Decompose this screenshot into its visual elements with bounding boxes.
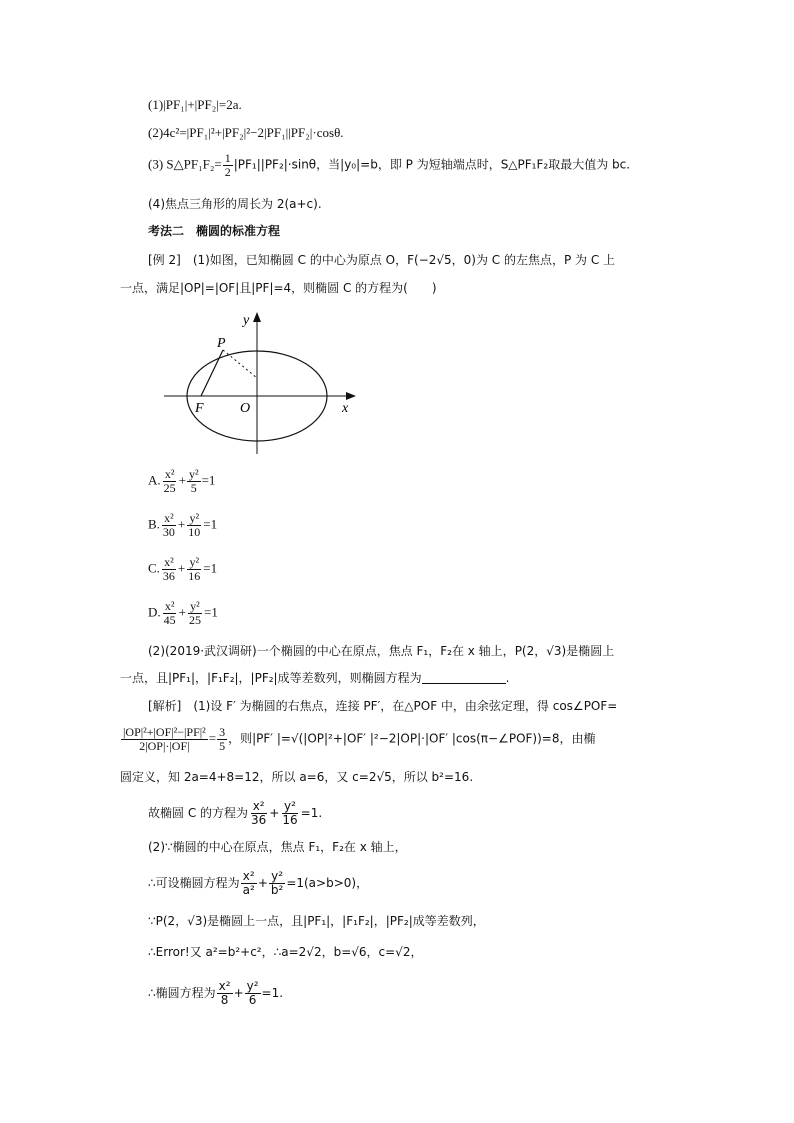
property-3-left: (3) S△PF₁F₂= [148,156,222,172]
frac-y [280,800,299,827]
option-a: A. $\frac{\text{x²}}{25}$ + $\frac{\text{y²}}{5}$ =1 [148,467,216,495]
frac-den: 30 [162,525,175,539]
ellipse-figure [160,308,360,456]
frac-den: 5 [190,481,197,495]
frac-den: 6 [248,993,257,1007]
frac-num: x² [164,467,175,481]
property-3 [148,152,630,179]
frac-num: y² [188,467,199,481]
option-fraction-x [161,512,177,539]
frac-x [241,870,257,897]
frac-num: y² [271,869,284,883]
option-letter: A. [148,472,161,488]
solution-line-3: 圆定义，知 2a=4+8=12，所以 a=6，又 c=2√5，所以 b²=16. [120,770,474,784]
frac-den: 8 [220,993,229,1007]
text: ∴可设椭圆方程为 [148,876,240,890]
point-f-label: F [195,401,204,416]
question-2-text: 一点，且|PF₁|，|F₁F₂|，|PF₂|成等差数列，则椭圆方程为 [120,671,422,685]
solution-line-8: ∴Error!又 a²=b²+c²，∴a=2√2，b=√6，c=√2， [148,945,423,959]
frac-den: 36 [162,569,175,583]
option-fraction-x [162,600,178,627]
question-2-end: . [505,671,510,685]
frac-num: x² [164,599,175,613]
option-letter: C. [148,560,160,576]
property-3-right: |PF₁||PF₂|·sinθ，当|y₀|=b，即 P 为短轴端点时，S△PF₁F₂取最大值为 bc. [233,157,631,172]
segment-po-dashed [223,350,257,378]
text: =1. [300,806,323,820]
example-line-2: 一点，满足|OP|=|OF|且|PF|=4，则椭圆 C 的方程为( ) [120,281,437,295]
frac-num: x² [218,979,231,993]
frac-den: a² [242,883,255,897]
frac-den: 36 [251,813,267,827]
option-letter: D. [148,604,161,620]
frac-num: x² [164,511,174,525]
frac-num: y² [189,511,200,525]
frac-num: y² [246,979,259,993]
option-fraction-y [187,468,201,495]
y-axis-label: y [243,313,250,328]
frac-num: x² [242,869,255,883]
solution-line-1: [解析] (1)设 F′ 为椭圆的右焦点，连接 PF′，在△POF 中，由余弦定理，得 cos∠POF= [148,699,618,713]
frac-den: 45 [163,613,176,627]
frac-den: 10 [188,525,201,539]
frac-den: 2|OP|·|OF| [139,739,190,753]
option-rhs: =1 [203,516,218,532]
x-axis-label: x [342,401,349,416]
frac-num: y² [190,599,200,613]
option-rhs: =1 [201,472,216,488]
answer-blank[interactable] [422,671,506,684]
example-line-1: [例 2] (1)如图，已知椭圆 C 的中心为原点 O，F(−2√5，0)为 C 的左焦点，P 为 C 上 [148,253,616,267]
frac-num: |OP|²+|OF|²−|PF|² [123,725,206,739]
frac-num: 3 [219,725,226,739]
frac-num: y² [284,799,296,813]
fraction-numerator: 1 [224,151,231,165]
option-fraction-y [187,600,203,627]
question-2-line-2 [120,669,509,687]
option-fraction-y [186,512,202,539]
option-rhs: =1 [203,604,218,620]
frac-den: 25 [163,481,176,495]
option-fraction-x [162,468,178,495]
solution-line-5: (2)∵椭圆的中心在原点，焦点 F₁，F₂在 x 轴上， [148,840,407,854]
frac-x [217,980,233,1007]
point-p-label: P [217,336,226,351]
cosine-fraction [121,726,208,753]
option-d: D. $\frac{\text{x²}}{45}$ + $\frac{\text{y²}}{25}$ =1 [148,599,218,627]
frac-den: 16 [188,569,201,583]
text: =1(a>b>0)， [286,876,369,890]
fraction-half [223,152,233,179]
frac-den: b² [270,883,284,897]
property-1: (1)|PF₁|+|PF₂|=2a. [148,97,242,112]
option-fraction-y [186,556,202,583]
equals-sign: = [208,730,217,746]
frac-x [249,800,268,827]
option-b: B. $\frac{\text{x²}}{30}$ + $\frac{\text{y²}}{10}$ =1 [148,511,218,539]
text: =1. [261,986,284,1000]
solution-line-2-rest: ，则|PF′ |=√(|OP|²+|OF′ |²−2|OP|·|OF′ |cos(π−∠POF))=8，由椭 [228,731,596,746]
property-2: (2)4c²=|PF₁|²+|PF₂|²−2|PF₁||PF₂|·cosθ. [148,125,344,140]
frac-num: y² [189,555,200,569]
section-title: 考法二 椭圆的标准方程 [148,224,281,238]
solution-line-4: 故椭圆 C 的方程为 $\frac{\text{x²}}{36}$ + $\frac{\text{y²}}{16}$ =1. [148,799,323,827]
frac-num: x² [164,555,174,569]
solution-line-2 [120,726,595,753]
frac-den: 5 [219,739,226,753]
frac-y [245,980,261,1007]
solution-line-9: ∴椭圆方程为 $\frac{\text{x²}}{8}$ + $\frac{\text{y²}}{6}$ =1. [148,979,284,1007]
origin-o-label: O [240,401,251,416]
segment-pf [201,350,223,396]
frac-num: x² [252,799,265,813]
three-fifths-fraction [217,726,227,753]
option-letter: B. [148,516,160,532]
solution-line-6: ∴可设椭圆方程为 $\frac{\text{x²}}{\text{a²}}$ + $\frac{\text{y²}}{\text{b²}}$ =1(a>b>0)， [148,869,369,897]
x-axis-arrow-icon [346,392,356,400]
text: 故椭圆 C 的方程为 [148,806,249,820]
property-4: (4)焦点三角形的周长为 2(a+c). [148,197,322,211]
text: ∴椭圆方程为 [148,986,216,1000]
frac-y [269,870,285,897]
y-axis-arrow-icon [253,312,261,322]
option-c: C. $\frac{\text{x²}}{36}$ + $\frac{\text{y²}}{16}$ =1 [148,555,218,583]
frac-den: 16 [282,813,298,827]
fraction-denominator: 2 [224,165,231,179]
option-rhs: =1 [203,560,218,576]
frac-den: 25 [188,613,201,627]
solution-line-7: ∵P(2，√3)是椭圆上一点，且|PF₁|，|F₁F₂|，|PF₂|成等差数列， [148,914,485,928]
option-fraction-x [161,556,177,583]
question-2-line-1: (2)(2019·武汉调研)一个椭圆的中心在原点，焦点 F₁，F₂在 x 轴上，P(2，√3)是椭圆上 [148,644,615,658]
